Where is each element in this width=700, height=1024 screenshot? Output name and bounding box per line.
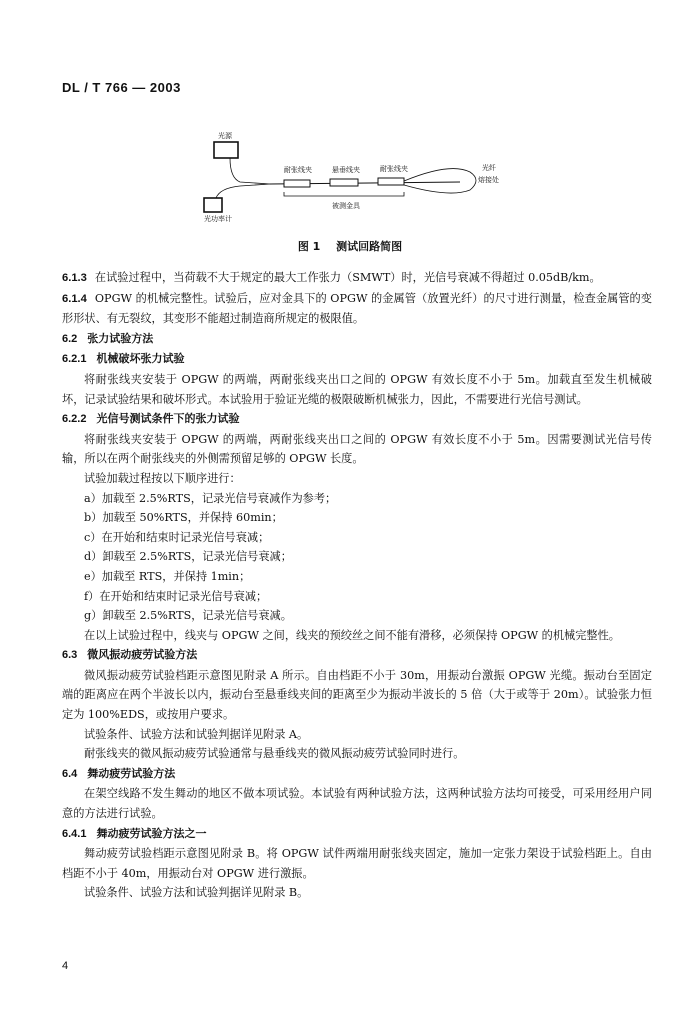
suspension-clamp — [330, 179, 358, 186]
light-source-box — [214, 142, 238, 158]
section-number: 6.2 — [62, 332, 78, 345]
section-heading-6-4-1 — [62, 824, 652, 845]
list-item: a）加载至 2.5%RTS，记录光信号衰减作为参考； — [84, 491, 337, 505]
section-title: 机械破坏张力试验 — [96, 352, 185, 366]
tension-clamp-left-label: 耐张线夹 — [284, 166, 312, 174]
tension-clamp-left — [284, 180, 310, 187]
document-code: DL / T 766 — 2003 — [62, 80, 181, 95]
paragraph-6-3-2: 试验条件、试验方法和试验判据详见附录 A。 — [84, 727, 309, 741]
section-heading-6-3 — [62, 645, 652, 666]
paragraph-6-2-2: 将耐张线夹安装于 OPGW 的两端，两耐张线夹出口之间的 OPGW 有效长度不小于 5m。因需要测试光信号传输，所以在两个耐张线夹的外侧需预留足够的 OPGW 长度。 — [62, 432, 652, 466]
list-item: b）加载至 50%RTS，并保持 60min； — [84, 511, 283, 525]
body-text — [62, 268, 652, 903]
clause-text: OPGW 的机械完整性。试验后，应对金具下的 OPGW 的金属管（放置光纤）的尺寸进行测量，检查金属管的变形形状、有无裂纹，其变形不能超过制造商所规定的极限值。 — [62, 291, 652, 326]
fiber-to-meter — [216, 184, 270, 198]
fittings-under-test-label: 被测金具 — [332, 202, 360, 210]
figure-caption — [0, 238, 700, 254]
list-item: f）在开始和结束时记录光信号衰减； — [84, 589, 268, 603]
figure-number: 图 1 — [297, 240, 321, 253]
section-number: 6.4 — [62, 767, 78, 780]
section-heading-6-2-2 — [62, 409, 652, 430]
fiber-loop — [404, 169, 476, 193]
section-number: 6.2.2 — [62, 413, 87, 426]
fiber-splice-label-2: 熔接处 — [478, 176, 499, 184]
figure-title: 测试回路简图 — [336, 240, 403, 253]
section-number: 6.4.1 — [62, 827, 87, 840]
power-meter-box — [204, 198, 222, 212]
section-heading-6-2-1 — [62, 349, 652, 370]
paragraph-6-4-1-1: 舞动疲劳试验档距示意图见附录 B。将 OPGW 试件两端用耐张线夹固定，施加一定张力架设于试验档距上。自由档距不小于 40m，用振动台对 OPGW 进行激振。 — [62, 847, 652, 880]
clause-text: 在试验过程中，当荷载不大于规定的最大工作张力（SMWT）时，光信号衰减不得超过 0.05dB/km。 — [94, 271, 601, 284]
list-item: d）卸载至 2.5%RTS，记录光信号衰减； — [84, 550, 292, 564]
clause-number: 6.1.4 — [62, 292, 87, 305]
section-title: 光信号测试条件下的张力试验 — [96, 412, 240, 426]
section-heading-6-4 — [62, 764, 652, 785]
page-number: 4 — [62, 960, 69, 972]
test-circuit-diagram — [200, 128, 520, 228]
paragraph-6-2-2-intro: 试验加载过程按以下顺序进行： — [84, 471, 241, 485]
fittings-bracket — [284, 192, 404, 196]
clause-6-1-4 — [62, 289, 652, 329]
light-source-label: 光源 — [218, 132, 232, 140]
suspension-clamp-label: 悬垂线夹 — [332, 166, 360, 174]
list-item: g）卸载至 2.5%RTS，记录光信号衰减。 — [84, 609, 292, 623]
paragraph-6-2-1: 将耐张线夹安装于 OPGW 的两端，两耐张线夹出口之间的 OPGW 有效长度不小于 5m。加载直至发生机械破坏，记录试验结果和破坏形式。本试验用于验证光缆的极限破断机械张力，因此，不需要进行光信号测试。 — [62, 372, 652, 406]
list-item: c）在开始和结束时记录光信号衰减； — [84, 530, 270, 544]
power-meter-label: 光功率计 — [204, 215, 232, 223]
fiber-splice-label: 光纤 — [482, 164, 496, 172]
clause-number: 6.1.3 — [62, 272, 87, 284]
section-heading-6-2 — [62, 329, 652, 350]
section-number: 6.3 — [62, 649, 78, 662]
section-title: 微风振动疲劳试验方法 — [87, 648, 198, 662]
list-item: e）加载至 RTS，并保持 1min； — [84, 569, 251, 583]
tension-clamp-right — [378, 178, 404, 185]
tension-clamp-right-label: 耐张线夹 — [380, 165, 408, 173]
section-title: 舞动疲劳试验方法 — [87, 766, 176, 780]
paragraph-6-4: 在架空线路不发生舞动的地区不做本项试验。本试验有两种试验方法，这两种试验方法均可接受，可采用经用户同意的方法进行试验。 — [62, 787, 652, 821]
section-title: 舞动疲劳试验方法之一 — [96, 826, 207, 840]
paragraph-6-4-1-2: 试验条件、试验方法和试验判据详见附录 B。 — [84, 886, 309, 900]
section-title: 张力试验方法 — [87, 331, 154, 345]
fiber-from-source — [230, 158, 270, 184]
paragraph-6-2-2-end: 在以上试验过程中，线夹与 OPGW 之间，线夹的预绞丝之间不能有滑移，必须保持 OPGW 的机械完整性。 — [84, 628, 620, 642]
section-number: 6.2.1 — [62, 353, 87, 366]
paragraph-6-3-1: 微风振动疲劳试验档距示意图见附录 A 所示。自由档距不小于 30m，用振动台激振 OPGW 光缆。振动台至固定端的距离应在两个半波长以内，振动台至悬垂线夹间的距离至少为振动半波长的 5 倍（大于或等于 20m）。试验张力恒定为 100%EDS，或按用户要求。 — [62, 668, 652, 722]
clause-6-1-3 — [62, 268, 652, 289]
paragraph-6-3-3: 耐张线夹的微风振动疲劳试验通常与悬垂线夹的微风振动疲劳试验同时进行。 — [84, 747, 465, 761]
